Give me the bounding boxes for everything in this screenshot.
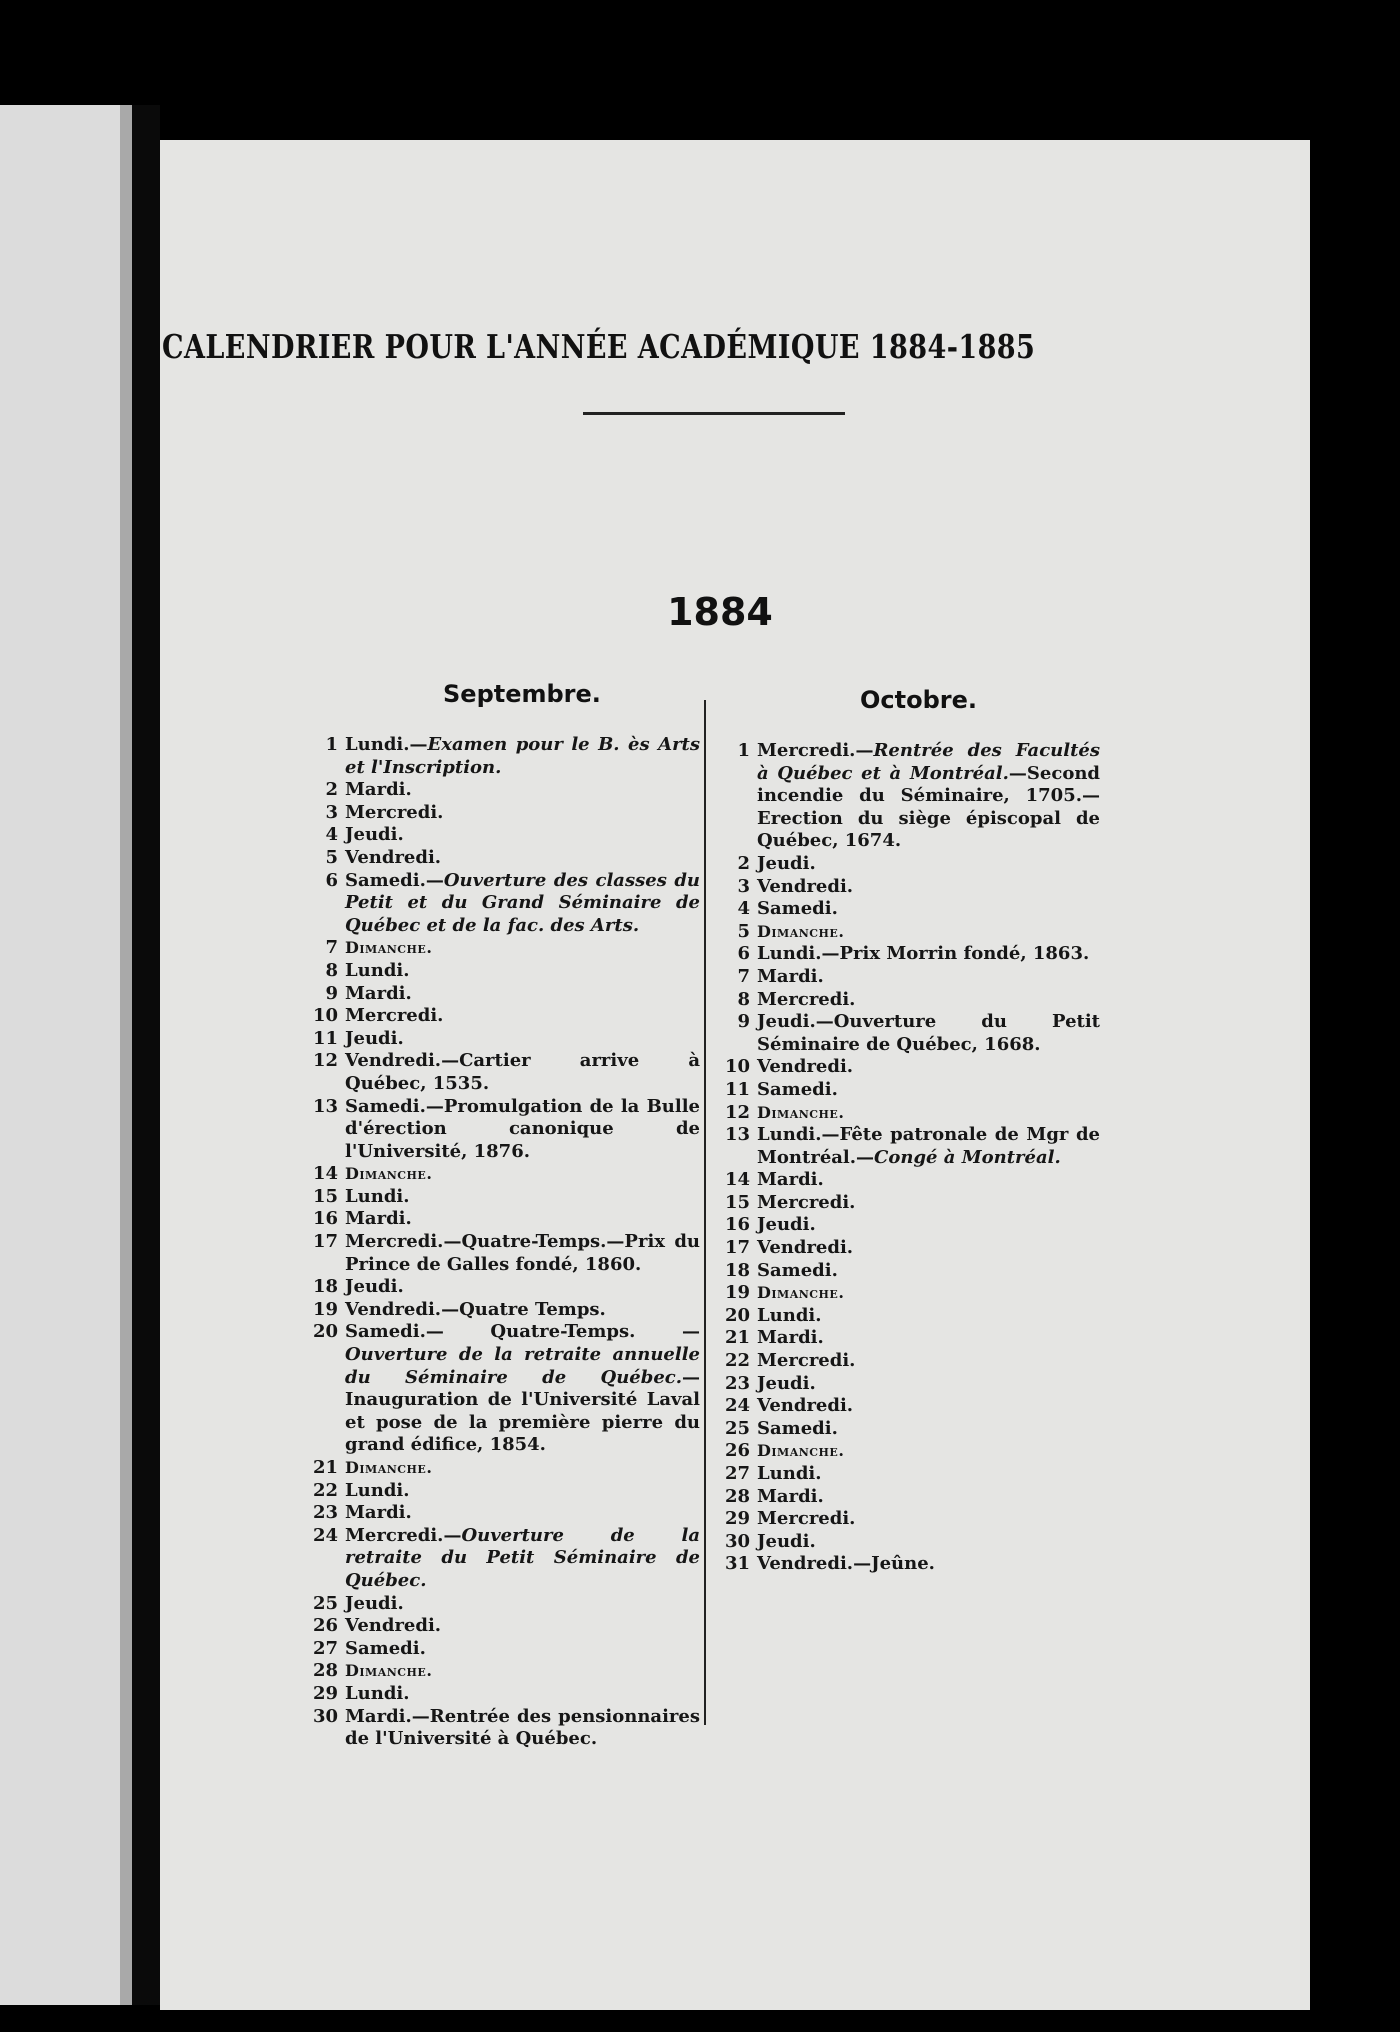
day-number: 29 <box>724 1508 750 1530</box>
entry-text-part: Mardi. <box>345 1502 412 1524</box>
entry-text <box>757 1102 1100 1125</box>
day-number: 11 <box>724 1078 750 1100</box>
calendar-entry <box>298 1005 700 1028</box>
entry-text <box>757 1124 1100 1169</box>
entry-text <box>345 1502 700 1525</box>
entry-text-part: Mardi.—Rentrée des pensionnaires de l'Université à Québec. <box>345 1705 700 1750</box>
calendar-entry <box>298 1096 700 1164</box>
entry-text-part: Vendredi.—Jeûne. <box>757 1553 935 1575</box>
entry-text <box>345 802 700 825</box>
calendar-entry <box>710 1350 1100 1373</box>
september-heading: Septembre. <box>443 680 601 708</box>
calendar-entry <box>298 1231 700 1276</box>
calendar-entry <box>710 1192 1100 1215</box>
day-number: 30 <box>312 1705 338 1727</box>
day-number: 5 <box>325 846 338 868</box>
day-number: 20 <box>724 1304 750 1326</box>
entry-text-part: Vendredi. <box>757 875 854 897</box>
entry-text <box>345 870 700 938</box>
facing-page <box>0 105 132 2005</box>
entry-text-part: Ouverture de la retraite du Petit Séminaire de Québec. <box>345 1524 700 1591</box>
day-number: 15 <box>724 1191 750 1213</box>
entry-text <box>345 1525 700 1593</box>
day-number: 18 <box>724 1259 750 1281</box>
entry-text <box>345 1457 700 1480</box>
calendar-entry <box>710 1418 1100 1441</box>
day-number: 11 <box>312 1027 338 1049</box>
entry-text <box>345 1050 700 1095</box>
day-number: 31 <box>724 1553 750 1575</box>
entry-text <box>345 1593 700 1616</box>
day-number: 5 <box>737 920 750 942</box>
entry-text <box>757 1553 1100 1576</box>
day-number: 2 <box>325 779 338 801</box>
calendar-entry <box>710 1124 1100 1169</box>
day-number: 14 <box>724 1169 750 1191</box>
entry-text-part: Jeudi. <box>345 1027 404 1049</box>
entry-text <box>345 983 700 1006</box>
calendar-entry <box>710 1395 1100 1418</box>
calendar-entry <box>298 983 700 1006</box>
day-number: 7 <box>737 965 750 987</box>
entry-text <box>345 1683 700 1706</box>
day-number: 15 <box>312 1185 338 1207</box>
calendar-entry <box>298 1660 700 1683</box>
entry-text <box>345 937 700 960</box>
entry-text-part: Lundi. <box>345 1479 410 1501</box>
day-number: 23 <box>724 1372 750 1394</box>
entry-text <box>345 1660 700 1683</box>
entry-text-part: Dimanche. <box>345 1458 433 1477</box>
entry-text <box>345 1163 700 1186</box>
entry-text-part: Lundi.—Prix Morrin fondé, 1863. <box>757 943 1090 965</box>
day-number: 12 <box>724 1101 750 1123</box>
day-number: 24 <box>312 1524 338 1546</box>
october-list <box>710 740 1100 1576</box>
entry-text-part: Lundi. <box>345 1185 410 1207</box>
calendar-entry <box>710 1486 1100 1509</box>
entry-text <box>345 1028 700 1051</box>
day-number: 4 <box>737 898 750 920</box>
day-number: 3 <box>737 875 750 897</box>
entry-text <box>345 1299 700 1322</box>
day-number: 8 <box>737 988 750 1010</box>
entry-text-part: Samedi.— <box>345 869 444 891</box>
day-number: 7 <box>325 937 338 959</box>
day-number: 22 <box>724 1350 750 1372</box>
entry-text <box>345 960 700 983</box>
entry-text-part: Dimanche. <box>345 1661 433 1681</box>
day-number: 16 <box>312 1208 338 1230</box>
calendar-entry <box>710 1531 1100 1554</box>
entry-text <box>757 1463 1100 1486</box>
day-number: 1 <box>737 740 750 761</box>
entry-text-part: Lundi. <box>757 1463 822 1484</box>
day-number: 21 <box>724 1327 750 1349</box>
day-number: 19 <box>312 1298 338 1320</box>
day-number: 14 <box>312 1163 338 1185</box>
year-heading: 1884 <box>667 590 773 634</box>
day-number: 1 <box>325 734 338 755</box>
entry-text-part: Jeudi. <box>757 852 816 874</box>
calendar-entry <box>298 734 700 779</box>
entry-text <box>757 1237 1100 1260</box>
entry-text-part: Jeudi. <box>345 1276 404 1298</box>
entry-text-part: Mardi. <box>757 1169 824 1191</box>
calendar-entry <box>710 1260 1100 1283</box>
calendar-entry <box>710 1056 1100 1079</box>
entry-text <box>757 1508 1100 1531</box>
entry-text <box>757 1260 1100 1283</box>
entry-text-part: Vendredi. <box>757 1237 854 1259</box>
calendar-entry <box>298 937 700 960</box>
entry-text <box>345 1208 700 1231</box>
entry-text-part: Lundi. <box>345 1682 410 1704</box>
calendar-entry <box>710 1327 1100 1350</box>
calendar-entry <box>710 1102 1100 1125</box>
column-divider <box>704 700 706 1725</box>
entry-text <box>345 1005 700 1028</box>
entry-text-part: —Inauguration de l'Université Laval et pose de la première pierre du grand édifice, 1854. <box>345 1366 700 1456</box>
day-number: 6 <box>737 943 750 965</box>
entry-text <box>345 779 700 802</box>
entry-text-part: —Second incendie du Séminaire, 1705.—Erection du siège épiscopal de Québec, 1674. <box>757 762 1100 852</box>
calendar-entry <box>710 1282 1100 1305</box>
calendar-entry <box>298 1480 700 1503</box>
day-number: 27 <box>312 1637 338 1659</box>
entry-text <box>757 1169 1100 1192</box>
entry-text-part: Rentrée des Facultés à Québec et à Montréal. <box>757 740 1100 784</box>
entry-text <box>345 1231 700 1276</box>
day-number: 30 <box>724 1530 750 1552</box>
entry-text-part: Vendredi. <box>757 1395 854 1417</box>
day-number: 10 <box>312 1005 338 1027</box>
entry-text-part: Dimanche. <box>757 1441 845 1461</box>
entry-text <box>757 943 1100 966</box>
title-rule <box>583 412 845 415</box>
entry-text <box>757 1440 1100 1463</box>
entry-text <box>345 1276 700 1299</box>
calendar-entry <box>298 1638 700 1661</box>
day-number: 10 <box>724 1056 750 1078</box>
day-number: 25 <box>312 1592 338 1614</box>
entry-text-part: Jeudi. <box>757 1530 816 1552</box>
calendar-entry <box>710 898 1100 921</box>
day-number: 29 <box>312 1682 338 1704</box>
entry-text-part: Dimanche. <box>345 938 433 958</box>
entry-text-part: Jeudi. <box>757 1372 816 1394</box>
calendar-entry <box>710 989 1100 1012</box>
calendar-entry <box>710 876 1100 899</box>
entry-text-part: Mercredi.— <box>345 1524 462 1546</box>
entry-text-part: Mercredi.— <box>757 740 874 761</box>
calendar-entry <box>298 1321 700 1457</box>
entry-text <box>757 1327 1100 1350</box>
calendar-entry <box>710 1440 1100 1463</box>
calendar-entry <box>298 1593 700 1616</box>
calendar-entry <box>710 1305 1100 1328</box>
calendar-entry <box>298 1028 700 1051</box>
entry-text-part: Dimanche. <box>757 921 845 941</box>
calendar-entry <box>298 1276 700 1299</box>
entry-text-part: Mercredi. <box>757 1508 856 1530</box>
entry-text <box>345 734 700 779</box>
day-number: 13 <box>312 1095 338 1117</box>
entry-text <box>345 847 700 870</box>
calendar-entry <box>710 1508 1100 1531</box>
entry-text-part: Mercredi. <box>345 801 444 823</box>
calendar-entry <box>710 921 1100 944</box>
day-number: 26 <box>312 1615 338 1637</box>
entry-text-part: Mardi. <box>757 965 824 987</box>
calendar-entry <box>298 847 700 870</box>
entry-text <box>757 1192 1100 1215</box>
entry-text-part: Samedi.— Quatre-Temps. — <box>345 1321 700 1343</box>
calendar-entry <box>298 1615 700 1638</box>
day-number: 4 <box>325 824 338 846</box>
day-number: 6 <box>325 869 338 891</box>
day-number: 26 <box>724 1440 750 1462</box>
entry-text <box>757 876 1100 899</box>
calendar-entry <box>298 1163 700 1186</box>
day-number: 28 <box>312 1660 338 1682</box>
entry-text-part: Lundi. <box>345 959 410 981</box>
calendar-entry <box>298 1502 700 1525</box>
entry-text <box>757 853 1100 876</box>
day-number: 23 <box>312 1502 338 1524</box>
calendar-entry <box>298 1186 700 1209</box>
entry-text <box>757 1373 1100 1396</box>
day-number: 20 <box>312 1321 338 1343</box>
facing-page-edge <box>120 105 132 2005</box>
september-list <box>298 734 700 1751</box>
entry-text-part: Ouverture des classes du Petit et du Grand Séminaire de Québec et de la fac. des Arts. <box>345 869 700 936</box>
entry-text <box>757 1395 1100 1418</box>
day-number: 24 <box>724 1395 750 1417</box>
calendar-entry <box>298 870 700 938</box>
calendar-entry <box>710 966 1100 989</box>
day-number: 9 <box>737 1011 750 1033</box>
entry-text-part: Examen pour le B. ès Arts et l'Inscription. <box>345 734 700 778</box>
calendar-entry <box>298 1706 700 1751</box>
entry-text <box>757 921 1100 944</box>
calendar-entry <box>298 1208 700 1231</box>
day-number: 17 <box>724 1237 750 1259</box>
entry-text <box>757 1282 1100 1305</box>
entry-text <box>345 1321 700 1457</box>
entry-text-part: Dimanche. <box>345 1164 433 1184</box>
entry-text-part: Jeudi. <box>345 824 404 846</box>
entry-text-part: Mardi. <box>345 1208 412 1230</box>
day-number: 19 <box>724 1282 750 1304</box>
entry-text-part: Mercredi.—Quatre-Temps.—Prix du Prince de Galles fondé, 1860. <box>345 1231 700 1275</box>
entry-text <box>757 740 1100 853</box>
entry-text-part: Mercredi. <box>757 1350 856 1372</box>
entry-text-part: Congé à Montréal. <box>874 1146 1061 1168</box>
entry-text-part: Vendredi. <box>345 846 442 868</box>
entry-text <box>345 1186 700 1209</box>
calendar-entry <box>710 943 1100 966</box>
calendar-entry <box>298 824 700 847</box>
calendar-entry <box>710 1373 1100 1396</box>
entry-text-part: Mercredi. <box>757 988 856 1010</box>
day-number: 22 <box>312 1479 338 1501</box>
entry-text <box>345 1638 700 1661</box>
entry-text-part: Mardi. <box>757 1327 824 1349</box>
day-number: 17 <box>312 1231 338 1253</box>
entry-text <box>757 898 1100 921</box>
day-number: 18 <box>312 1276 338 1298</box>
day-number: 21 <box>312 1457 338 1478</box>
book-spine <box>132 105 160 2005</box>
calendar-entry <box>298 1050 700 1095</box>
calendar-entry <box>710 1079 1100 1102</box>
entry-text <box>757 989 1100 1012</box>
day-number: 25 <box>724 1417 750 1439</box>
entry-text-part: Vendredi. <box>345 1615 442 1637</box>
entry-text-part: Mercredi. <box>757 1191 856 1213</box>
calendar-entry <box>710 853 1100 876</box>
calendar-entry <box>710 1463 1100 1486</box>
entry-text <box>345 824 700 847</box>
day-number: 3 <box>325 801 338 823</box>
entry-text-part: Samedi. <box>757 1259 838 1281</box>
entry-text-part: Vendredi.—Quatre Temps. <box>345 1298 606 1320</box>
entry-text-part: Ouverture de la retraite annuelle du Séminaire de Québec. <box>345 1344 700 1388</box>
entry-text <box>345 1615 700 1638</box>
entry-text <box>345 1096 700 1164</box>
calendar-entry <box>710 740 1100 853</box>
day-number: 28 <box>724 1485 750 1507</box>
entry-text-part: Jeudi.—Ouverture du Petit Séminaire de Québec, 1668. <box>757 1011 1100 1055</box>
entry-text <box>757 966 1100 989</box>
entry-text <box>757 1305 1100 1328</box>
entry-text-part: Lundi.—Fête patronale de Mgr de Montréal.— <box>757 1124 1100 1168</box>
page-title: CALENDRIER POUR L'ANNÉE ACADÉMIQUE 1884-1885 <box>162 327 1036 366</box>
entry-text <box>757 1418 1100 1441</box>
entry-text-part: Mercredi. <box>345 1005 444 1027</box>
entry-text <box>757 1214 1100 1237</box>
entry-text-part: Samedi.—Promulgation de la Bulle d'érection canonique de l'Université, 1876. <box>345 1095 700 1162</box>
day-number: 2 <box>737 852 750 874</box>
entry-text-part: Mardi. <box>757 1485 824 1507</box>
entry-text <box>757 1056 1100 1079</box>
entry-text <box>757 1531 1100 1554</box>
entry-text-part: Samedi. <box>757 898 838 920</box>
calendar-entry <box>298 1525 700 1593</box>
entry-text-part: Mardi. <box>345 779 412 801</box>
entry-text-part: Jeudi. <box>757 1214 816 1236</box>
entry-text <box>345 1706 700 1751</box>
calendar-entry <box>298 1457 700 1480</box>
day-number: 16 <box>724 1214 750 1236</box>
day-number: 9 <box>325 982 338 1004</box>
entry-text-part: Vendredi.—Cartier arrive à Québec, 1535. <box>345 1050 700 1094</box>
calendar-entry <box>710 1237 1100 1260</box>
calendar-entry <box>710 1011 1100 1056</box>
calendar-entry <box>298 960 700 983</box>
calendar-entry <box>298 779 700 802</box>
entry-text <box>757 1350 1100 1373</box>
entry-text-part: Mardi. <box>345 982 412 1004</box>
entry-text-part: Dimanche. <box>757 1102 845 1122</box>
entry-text <box>757 1079 1100 1102</box>
entry-text-part: Samedi. <box>757 1417 838 1439</box>
entry-text-part: Samedi. <box>345 1637 426 1659</box>
entry-text <box>345 1480 700 1503</box>
entry-text-part: Lundi.— <box>345 734 428 755</box>
day-number: 13 <box>724 1124 750 1146</box>
calendar-entry <box>298 802 700 825</box>
calendar-entry <box>710 1169 1100 1192</box>
calendar-entry <box>710 1214 1100 1237</box>
day-number: 8 <box>325 959 338 981</box>
entry-text <box>757 1011 1100 1056</box>
day-number: 27 <box>724 1463 750 1484</box>
entry-text-part: Samedi. <box>757 1078 838 1100</box>
day-number: 12 <box>312 1050 338 1072</box>
calendar-entry <box>298 1683 700 1706</box>
calendar-entry <box>710 1553 1100 1576</box>
october-heading: Octobre. <box>860 686 977 714</box>
entry-text-part: Jeudi. <box>345 1592 404 1614</box>
entry-text-part: Dimanche. <box>757 1283 845 1303</box>
entry-text <box>757 1486 1100 1509</box>
calendar-entry <box>298 1299 700 1322</box>
entry-text-part: Vendredi. <box>757 1056 854 1078</box>
entry-text-part: Lundi. <box>757 1304 822 1326</box>
